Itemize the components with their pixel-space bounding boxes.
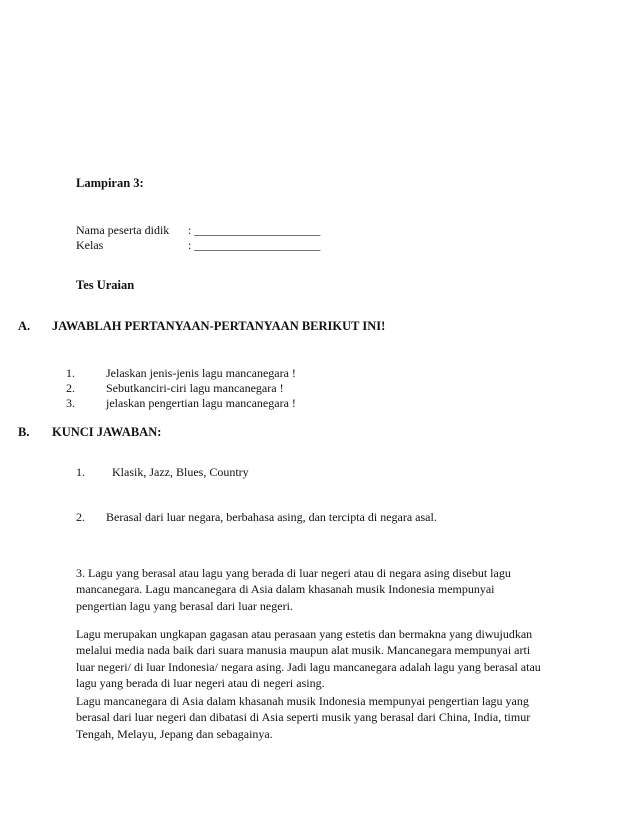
- question-text: Sebutkanciri-ciri lagu mancanegara !: [106, 381, 284, 395]
- class-field-blank: : _____________________: [188, 238, 321, 252]
- paragraph-line: Lagu mancanegara di Asia dalam khasanah musik Indonesia mempunyai pengertian lagu yang: [76, 694, 529, 708]
- section-b-letter: B.: [18, 425, 30, 439]
- name-field-blank: : _____________________: [188, 223, 321, 237]
- paragraph-line: lagu yang berada di luar negeri atau di negeri asing.: [76, 675, 325, 690]
- question-number: 2.: [66, 381, 75, 395]
- paragraph-line: Tengah, Melayu, Jepang dan sebagainya.: [76, 726, 273, 741]
- name-field-label: Nama peserta didik: [76, 223, 170, 237]
- answer-number: 1.: [76, 465, 85, 479]
- section-a-title: JAWABLAH PERTANYAAN-PERTANYAAN BERIKUT INI!: [52, 319, 386, 333]
- section-a-letter: A.: [18, 319, 31, 333]
- question-text: Jelaskan jenis-jenis lagu mancanegara !: [106, 366, 296, 380]
- paragraph-line: 3. Lagu yang berasal atau lagu yang berada di luar negeri atau di negara asing disebut lagu: [76, 566, 511, 580]
- answer-number: 2.: [76, 510, 85, 524]
- attachment-title: Lampiran 3:: [76, 176, 144, 190]
- section-b-title: KUNCI JAWABAN:: [52, 425, 162, 439]
- paragraph-line: Lagu merupakan ungkapan gagasan atau perasaan yang estetis dan bermakna yang diwujudkan: [76, 627, 533, 641]
- paragraph-line: berasal dari luar negeri dan dibatasi di Asia seperti musik yang berasal dari China, India, timur: [76, 710, 531, 725]
- class-field-label: Kelas: [76, 238, 104, 252]
- paragraph-line: melalui media nada baik dari suara manusia maupun alat musik. Mancanegara mempunyai arti: [76, 643, 531, 658]
- paragraph-line: luar negeri/ di luar Indonesia/ negara asing. Jadi lagu mancanegara adalah lagu yang berasal atau: [76, 659, 541, 674]
- answer-paragraph: [76, 565, 566, 614]
- paragraph-line: mancanegara. Lagu mancanegara di Asia dalam khasanah musik Indonesia mempunyai: [76, 582, 495, 597]
- answer-paragraph: [76, 693, 566, 742]
- answer-text: Klasik, Jazz, Blues, Country: [112, 465, 249, 479]
- question-number: 1.: [66, 366, 75, 380]
- answer-text: Berasal dari luar negara, berbahasa asing, dan tercipta di negara asal.: [106, 510, 437, 524]
- question-text: jelaskan pengertian lagu mancanegara !: [106, 396, 296, 410]
- paragraph-line: pengertian lagu yang berasal dari luar negeri.: [76, 598, 293, 613]
- question-number: 3.: [66, 396, 75, 410]
- answer-paragraph: [76, 626, 566, 691]
- essay-test-title: Tes Uraian: [76, 278, 135, 292]
